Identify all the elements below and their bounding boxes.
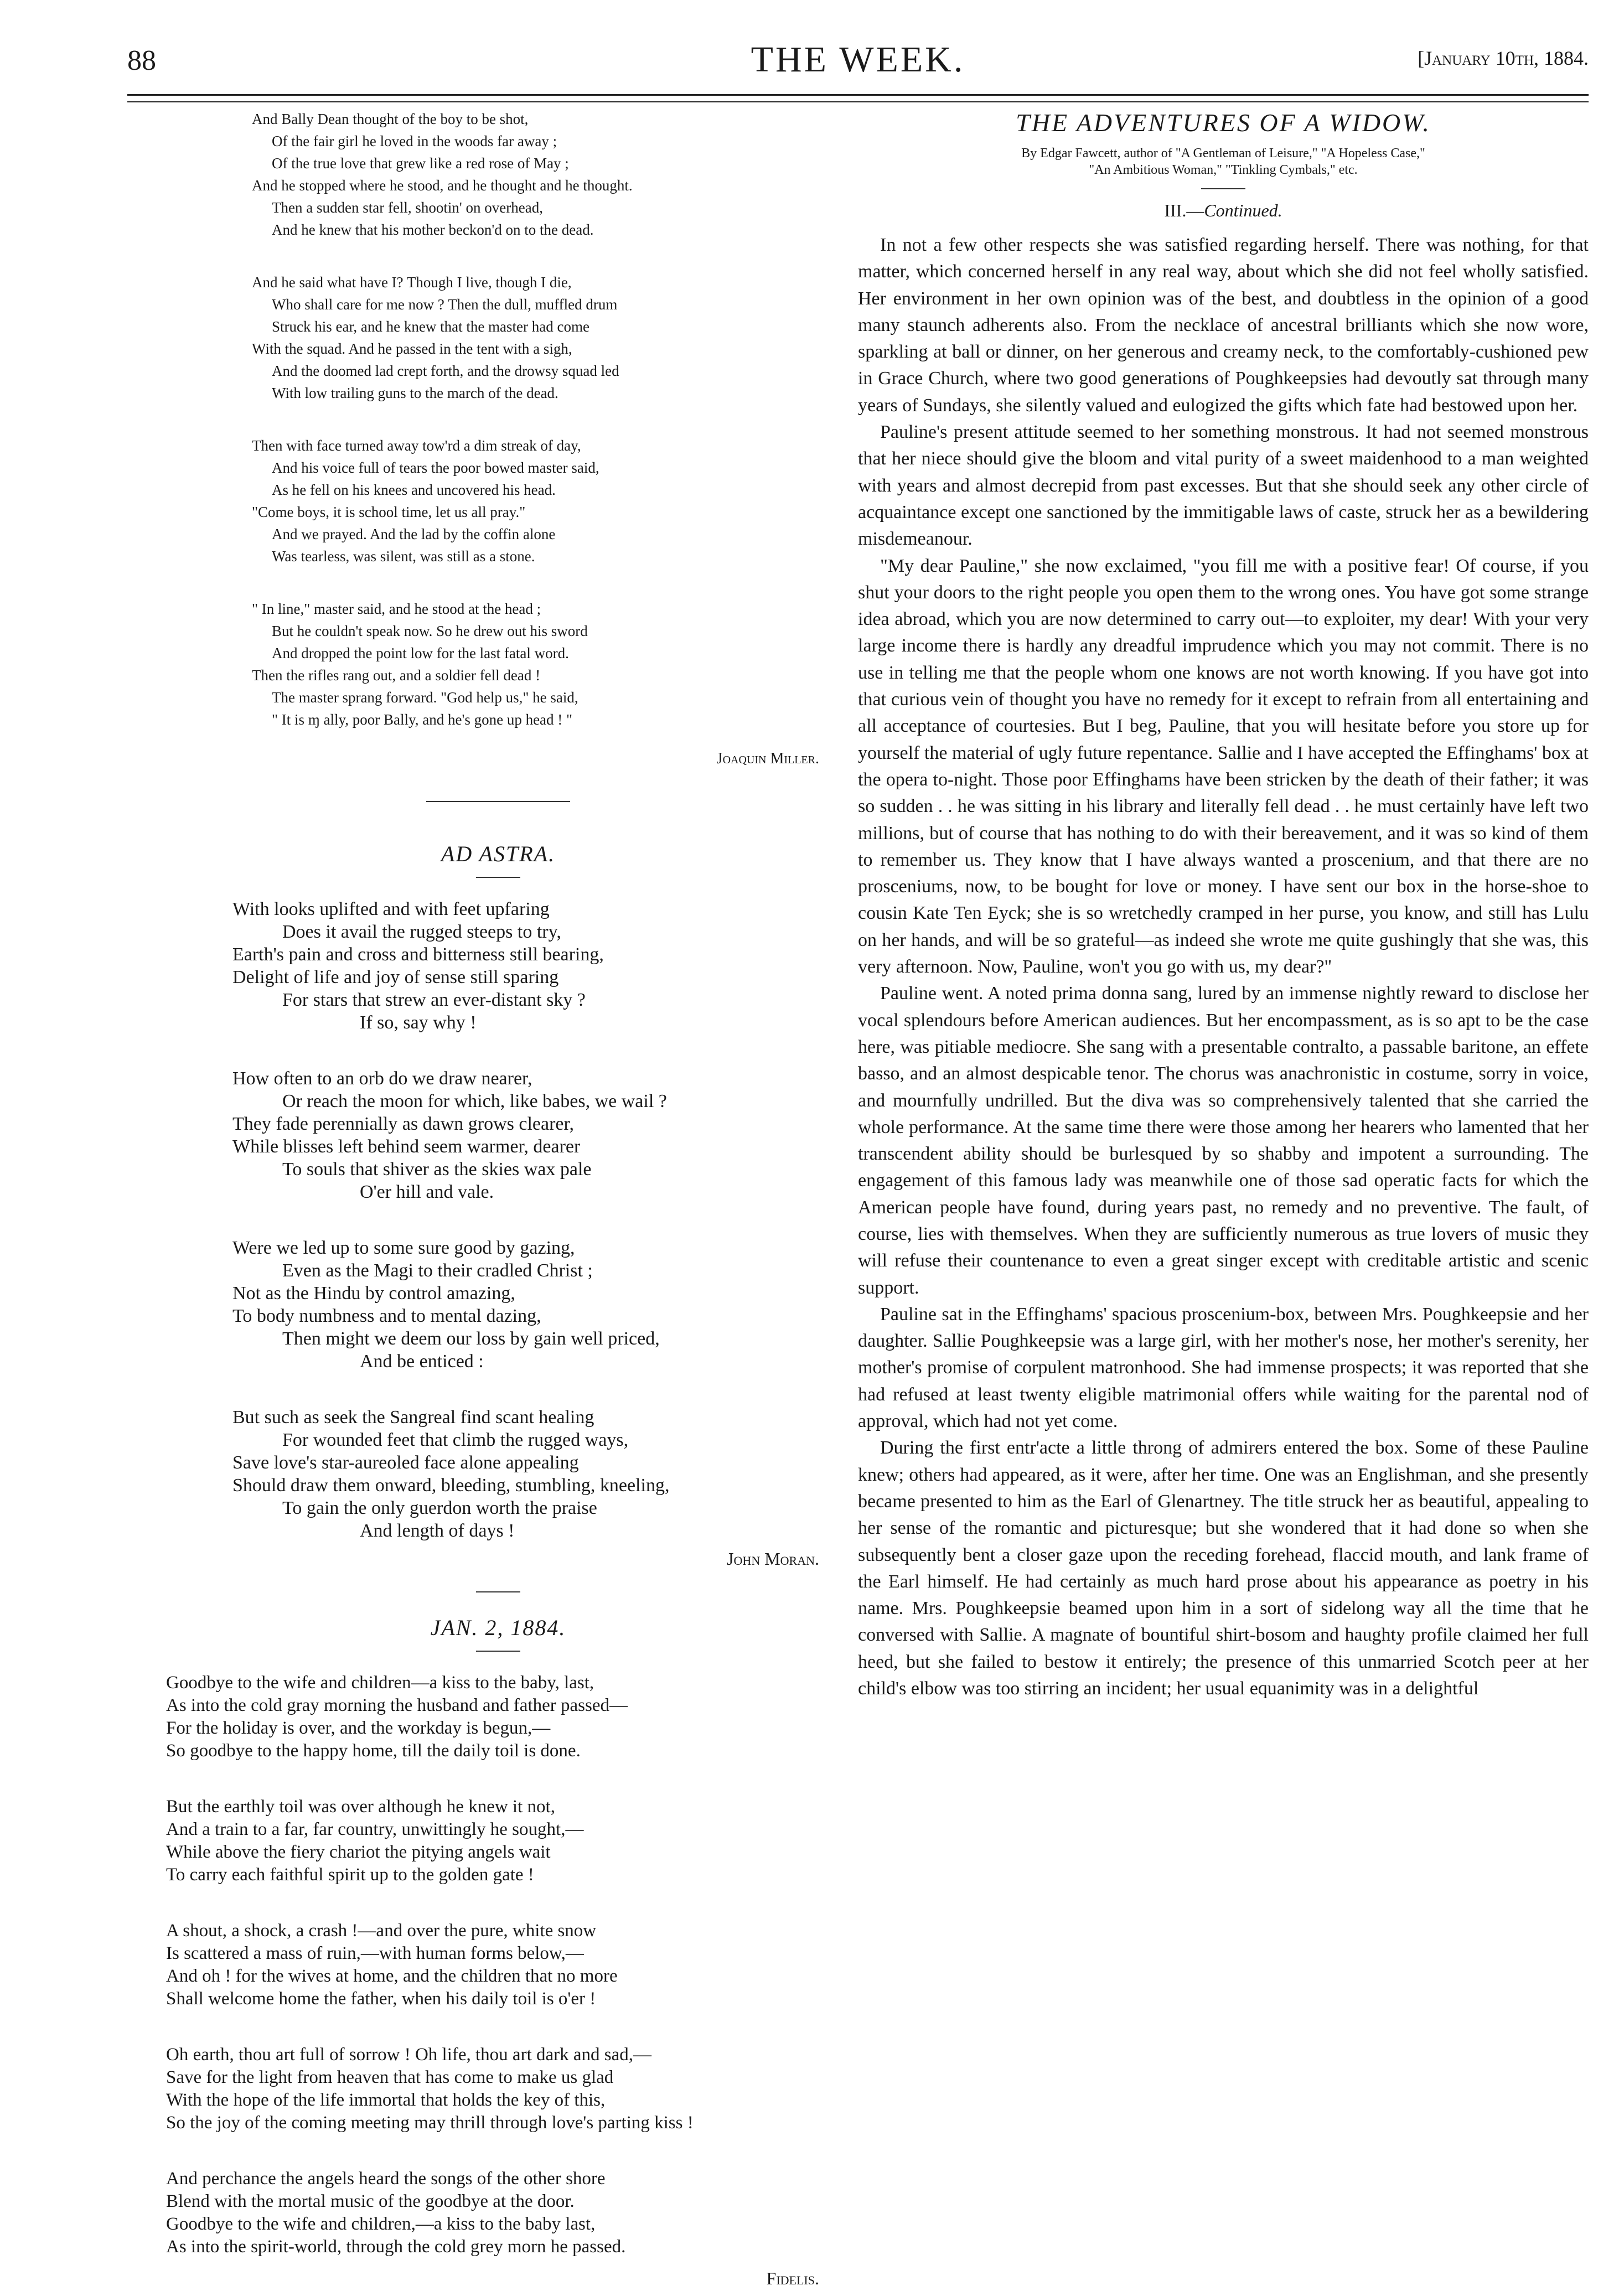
poem-line: While above the fiery chariot the pitying angels wait (166, 1842, 551, 1862)
poem-continued (166, 108, 830, 731)
poem-line: To gain the only guerdon worth the praise (282, 1498, 597, 1518)
poem-line: O'er hill and vale. (360, 1182, 494, 1202)
poem-line: And we prayed. And the lad by the coffin alone (272, 526, 556, 542)
poem-line: Even as the Magi to their cradled Christ ; (282, 1260, 593, 1281)
poem-line: Or reach the moon for which, like babes, we wail ? (282, 1091, 667, 1111)
poem-line: With low trailing guns to the march of the dead. (272, 385, 558, 401)
title-rule (476, 1651, 520, 1652)
poem-line: And he said what have I? Though I live, though I die, (252, 274, 572, 291)
chapter-number: III.— (1164, 200, 1204, 220)
story-paragraph: Pauline's present attitude seemed to her something monstrous. It had not seemed monstrous that her niece should give the bloom and vital purity of a sweet maidenhood to a man weighted with years and almost decrepid from past excesses. But that she should seek any other circle of acquaintance except one sanctioned by the immitigable laws of caste, struck her as a bewildering misdemeanour. (858, 422, 1589, 550)
byline-line-1: By Edgar Fawcett, author of "A Gentleman of Leisure," "A Hopeless Case," (1021, 146, 1425, 161)
poem-line: But such as seek the Sangreal find scant healing (232, 1407, 594, 1428)
stanza (252, 271, 830, 404)
poem-line: As he fell on his knees and uncovered his head. (272, 482, 556, 498)
poem-line: Blend with the mortal music of the goodbye at the door. (166, 2191, 575, 2211)
poem-line: And dropped the point low for the last fatal word. (272, 645, 569, 661)
poem-line: And oh ! for the wives at home, and the children that no more (166, 1966, 618, 1986)
right-column (858, 108, 1589, 1702)
poem-line: With looks uplifted and with feet upfaring (232, 899, 550, 919)
poem-line: Then a sudden star fell, shootin' on overhead, (272, 199, 543, 216)
stanza (232, 1067, 830, 1203)
poem-line: If so, say why ! (360, 1012, 477, 1033)
stanza (166, 1796, 830, 1886)
poem3-title: JAN. 2, 1884. (430, 1615, 566, 1640)
header-rule (127, 94, 1589, 102)
poem-line: So the joy of the coming meeting may thrill through love's parting kiss ! (166, 2113, 694, 2133)
byline (858, 145, 1589, 178)
poem2-title: AD ASTRA. (441, 841, 556, 866)
poem-line: But the earthly toil was over although he knew it not, (166, 1797, 555, 1817)
poem-line: Save love's star-aureoled face alone appealing (232, 1452, 579, 1473)
chapter-continued: Continued. (1204, 200, 1282, 220)
page-header (127, 39, 1589, 89)
story-paragraph: Pauline went. A noted prima donna sang, lured by an immense nightly reward to disclose her vocal splendours before American audiences. But her encompassment, as is so apt to be the case here, was pitiable mediocre. She sang with a presentable contralto, a passable baritone, an effete basso, and an almost despicable tenor. The chorus was anachronistic in costume, sorry in voice, and mournfully undrilled. But the diva was so comprehensively talented that she carried the whole performance. At the same time there were those among her hearers who lamented that her transcendent ability should be burlesqued by so shabby and impotent a surrounding. The engagement of this famous lady was meanwhile one of those sad operatic facts for which the American people have found, during years past, no remedy and no preventive. The fault, of course, lies with themselves. When they are sufficiently numerous as true lovers of music they will refuse their countenance to even a great singer except with creditable artistic and scenic support. (858, 983, 1589, 1298)
poem-line: But he couldn't speak now. So he drew out his sword (272, 623, 588, 639)
poem2-author: John Moran. (727, 1549, 819, 1569)
poem-line: Goodbye to the wife and children,—a kiss to the baby last, (166, 2214, 596, 2234)
poem-line: " It is ɱ ally, poor Bally, and he's gone up head ! " (272, 711, 573, 728)
poem-line: To carry each faithful spirit up to the golden gate ! (166, 1865, 534, 1885)
poem-line: And he stopped where he stood, and he thought and he thought. (252, 177, 633, 194)
story-paragraph: During the first entr'acte a little throng of admirers entered the box. Some of these Pauline knew; others had appeared, as it were, after her time. One was an Englishman, and she presently became presented to him as the Earl of Glenartney. The title struck her as beautiful, appealing to her sense of the romantic and picturesque; but she wondered that it had done so when she subsequently bent a closer gaze upon the receding forehead, flaccid mouth, and lank frame of the Earl himself. He had certainly as much hard prose about his appearance as poetry in his name. Mrs. Poughkeepsie beamed upon him in a sort of sidelong way all the time that he conversed with Sallie. A magnate of bountiful shirt-bosom and haughty profile claimed her full heed, but she failed to bestow it entirely; the presence of this unmarried Scotch peer at her child's elbow was too stirring an incident; her usual equanimity was in a delightful (858, 1437, 1589, 1699)
byline-rule (1201, 188, 1245, 189)
poem3-author: Fidelis. (766, 2268, 819, 2288)
poem-line: Of the fair girl he loved in the woods far away ; (272, 133, 557, 149)
poem-line: Shall welcome home the father, when his daily toil is o'er ! (166, 1989, 596, 2009)
poem-line: While blisses left behind seem warmer, dearer (232, 1136, 581, 1157)
stanza (166, 2168, 830, 2258)
poem-line: With the hope of the life immortal that holds the key of this, (166, 2090, 606, 2110)
poem-line: And a train to a far, far country, unwittingly he sought,— (166, 1819, 584, 1839)
poem-ad-astra (166, 898, 830, 1542)
poem-line: How often to an orb do we draw nearer, (232, 1068, 532, 1089)
stanza (166, 1672, 830, 1762)
title-rule (476, 877, 520, 878)
poem-line: Then with face turned away tow'rd a dim streak of day, (252, 437, 581, 454)
poem-line: Were we led up to some sure good by gazing, (232, 1238, 575, 1258)
story-title: THE ADVENTURES OF A WIDOW. (1016, 108, 1431, 137)
stanza (232, 1237, 830, 1373)
poem-line: Then the rifles rang out, and a soldier fell dead ! (252, 667, 541, 684)
poem-line: To body numbness and to mental dazing, (232, 1306, 541, 1326)
poem-line: The master sprang forward. "God help us," he said, (272, 689, 578, 706)
poem-line: So goodbye to the happy home, till the daily toil is done. (166, 1741, 581, 1761)
byline-line-2: "An Ambitious Woman," "Tinkling Cymbals," etc. (1089, 163, 1358, 177)
poem-line: And Bally Dean thought of the boy to be shot, (252, 111, 529, 127)
stanza (232, 1406, 830, 1542)
poem-line: "Come boys, it is school time, let us all pray." (252, 504, 526, 520)
poem-line: And the doomed lad crept forth, and the drowsy squad led (272, 363, 619, 379)
poem-line: Struck his ear, and he knew that the master had come (272, 318, 589, 335)
poem1-author: Joaquin Miller. (716, 750, 819, 767)
poem-line: And length of days ! (360, 1521, 515, 1541)
poem-line: As into the cold gray morning the husband and father passed— (166, 1695, 628, 1715)
poem-line: Oh earth, thou art full of sorrow ! Oh life, thou art dark and sad,— (166, 2045, 652, 2065)
story-paragraph: "My dear Pauline," she now exclaimed, "you fill me with a positive fear! Of course, if you shut your doors to the right people you open them to the wrong ones. You have got some strange idea abroad, which you are now determined to carry out—to exploiter, my dear! With your very large income there is hardly any dreadful imprudence which you may not commit. There is no use in telling me that the people whom one knows are not worth knowing. If you have got into that curious vein of thought you have no remedy for it except to refrain from all entertaining and all acceptance of courtesies. But I beg, Pauline, that you will hesitate before you store up for yourself the material of ugly future repentance. Sallie and I have accepted the Effinghams' box at the opera to-night. Those poor Effinghams have been stricken by the death of their father; it was so sudden . . he was sitting in his library and literally fell dead . . he must certainly have left two millions, but of course that has nothing to do with their bereavement, and it was so kind of them to remember us. They know that I have always wanted a proscenium, and that there are no prosceniums, now, to be bought for love or money. I have sent our box in the horse-shoe to cousin Kate Ten Eyck; she is so wretchedly cramped in her purse, you know, and still has Lulu on her hands, and will be so grateful—as indeed she wrote me quite gushingly that she was, this very afternoon. Now, Pauline, won't you go with us, my dear?" (858, 555, 1589, 978)
poem-line: And perchance the angels heard the songs of the other shore (166, 2169, 606, 2189)
poem-line: Was tearless, was silent, was still as a stone. (272, 548, 535, 565)
poem-line: A shout, a shock, a crash !—and over the pure, white snow (166, 1921, 597, 1941)
poem-jan-2 (166, 1672, 830, 2258)
story-paragraph: Pauline sat in the Effinghams' spacious proscenium-box, between Mrs. Poughkeepsie and her daughter. Sallie Poughkeepsie was a large girl, with her mother's nose, her mother's serenity, her mother's promise of corpulent matronhood. She had immense prospects; it was reported that she had refused at least twenty eligible matrimonial offers while waiting for the parental nod of approval, which had not yet come. (858, 1304, 1589, 1432)
poem-line: Delight of life and joy of sense still sparing (232, 967, 559, 987)
poem-line: For the holiday is over, and the workday is begun,— (166, 1718, 551, 1738)
masthead: THE WEEK. (751, 39, 965, 80)
stanza (252, 598, 830, 731)
poem-line: Of the true love that grew like a red rose of May ; (272, 155, 569, 172)
stanza (232, 898, 830, 1034)
stanza (252, 435, 830, 567)
poem-line: Goodbye to the wife and children—a kiss to the baby, last, (166, 1673, 594, 1693)
story-body (858, 232, 1589, 1702)
poem-divider (476, 1591, 520, 1592)
poem-line: Earth's pain and cross and bitterness still bearing, (232, 944, 604, 965)
story-paragraph: In not a few other respects she was satisfied regarding herself. There was nothing, for that matter, which concerned herself in any real way, about which she did not feel wholly satisfied. Her environment in her own opinion was of the best, and doubtless in the opinion of a good many staunch adherents also. From the necklace of ancestral brilliants which she now wore, sparkling at ball or dinner, on her generous and creamy neck, to the comfortably-cushioned pew in Grace Church, where two good generations of Poughkeepsies had devoutly sat through many years of Sundays, she silently valued and eulogized the gifts which fate had bestowed upon her. (858, 235, 1589, 416)
poem-line: Should draw them onward, bleeding, stumbling, kneeling, (232, 1475, 670, 1496)
poem-line: With the squad. And he passed in the tent with a sigh, (252, 340, 572, 357)
poem-line: As into the spirit-world, through the cold grey morn he passed. (166, 2237, 626, 2257)
page-number: 88 (127, 45, 156, 76)
poem-line: For stars that strew an ever-distant sky ? (282, 990, 586, 1010)
poem-line: Does it avail the rugged steeps to try, (282, 922, 561, 942)
poem-divider (426, 801, 570, 802)
stanza (166, 1920, 830, 2010)
poem-line: They fade perennially as dawn grows clearer, (232, 1114, 574, 1134)
stanza (252, 108, 830, 241)
left-column (166, 108, 830, 2289)
issue-date: [January 10th, 1884. (1418, 47, 1589, 69)
poem-line: " In line," master said, and he stood at the head ; (252, 601, 541, 617)
poem-line: And be enticed : (360, 1351, 484, 1372)
poem-line: And his voice full of tears the poor bowed master said, (272, 459, 599, 476)
poem-line: To souls that shiver as the skies wax pale (282, 1159, 592, 1180)
poem-line: Is scattered a mass of ruin,—with human forms below,— (166, 1943, 584, 1963)
chapter-heading (858, 200, 1589, 221)
poem-line: Then might we deem our loss by gain well priced, (282, 1328, 660, 1349)
poem-line: And he knew that his mother beckon'd on to the dead. (272, 221, 594, 238)
poem-line: Not as the Hindu by control amazing, (232, 1283, 515, 1304)
poem-line: Save for the light from heaven that has come to make us glad (166, 2067, 614, 2087)
stanza (166, 2044, 830, 2134)
poem-line: Who shall care for me now ? Then the dull, muffled drum (272, 296, 618, 313)
poem-line: For wounded feet that climb the rugged ways, (282, 1430, 629, 1450)
